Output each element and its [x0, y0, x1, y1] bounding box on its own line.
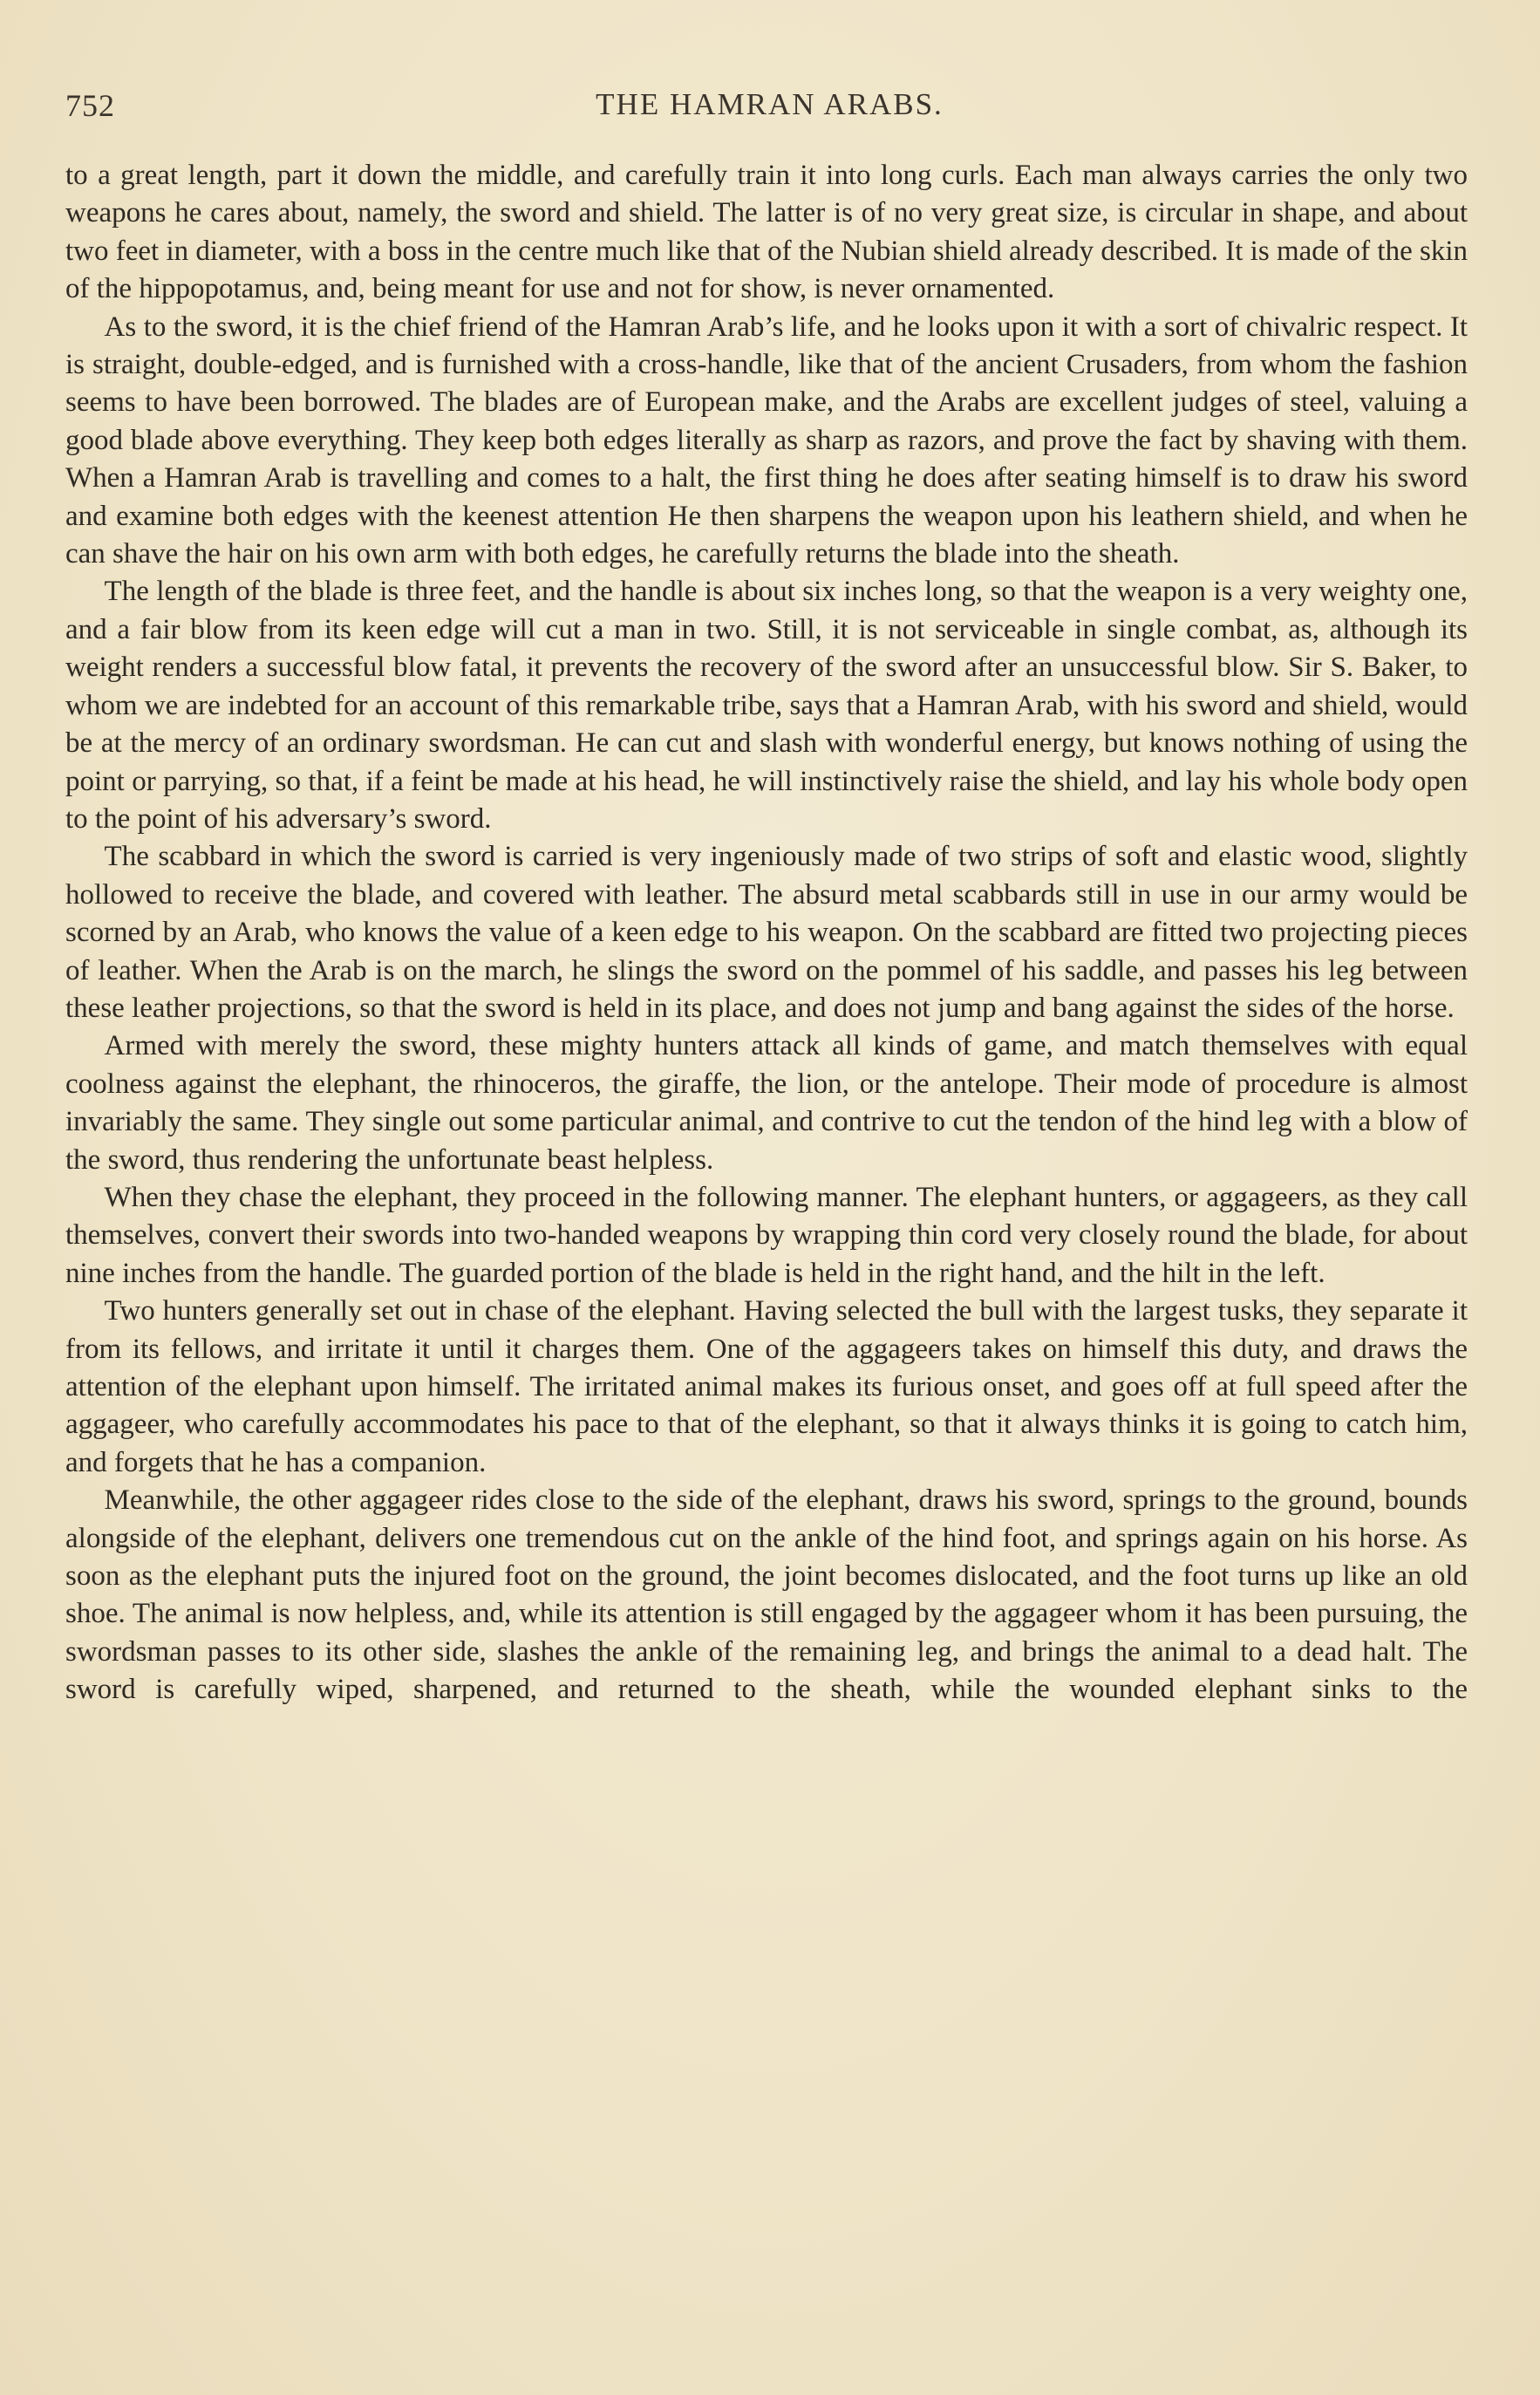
paragraph: to a great length, part it down the middle, and carefully train it into long curls. Each man always carries the only two weapons he cares about, namely, the sword and shield. The latter is of no very great size, is circular in shape, and about two feet in diameter, with a boss in the centre much like that of the Nubian shield already described. It is made of the skin of the hippopotamus, and, being meant for use and not for show, is never ornamented. — [65, 160, 1468, 305]
page-number: 752 — [65, 88, 115, 123]
running-head: THE HAMRAN ARABS. — [596, 87, 944, 121]
paragraph: When they chase the elephant, they proceed in the following manner. The elephant hunters, or aggageers, as they call themselves, convert their swords into two-handed weapons by wrapping thin cord very closely round the blade, for about nine inches from the handle. The guarded portion of the blade is held in the right hand, and the hilt in the left. — [65, 1181, 1468, 1289]
paragraph: Two hunters generally set out in chase of the elephant. Having selected the bull with the largest tusks, they separate it from its fellows, and irritate it until it charges them. One of the aggageers takes on himself this duty, and draws the attention of the elephant upon himself. The irritated animal makes its furious onset, and goes off at full speed after the aggageer, who carefully accommodates his pace to that of the elephant, so that it always thinks it is going to catch him, and forgets that he has a companion. — [65, 1295, 1468, 1478]
body-text — [65, 157, 1468, 1709]
page-header — [65, 87, 1474, 133]
paragraph: Armed with merely the sword, these mighty hunters attack all kinds of game, and match themselves with equal coolness against the elephant, the rhinoceros, the giraffe, the lion, or the antelope. Their mode of procedure is almost invariably the same. They single out some particular animal, and contrive to cut the tendon of the hind leg with a blow of the sword, thus rendering the unfortunate beast helpless. — [65, 1030, 1468, 1176]
paragraph: Meanwhile, the other aggageer rides close to the side of the elephant, draws his sword, springs to the ground, bounds alongside of the elephant, delivers one tremendous cut on the ankle of the hind foot, and springs again on his horse. As soon as the elephant puts the injured foot on the ground, the joint becomes dislocated, and the foot turns up like an old shoe. The animal is now helpless, and, while its attention is still engaged by the aggageer whom it has been pursuing, the swordsman passes to its other side, slashes the ankle of the remaining leg, and brings the animal to a dead halt. The sword is carefully wiped, sharpened, and returned to the sheath, while the wounded elephant sinks to the — [65, 1484, 1468, 1706]
paragraph: As to the sword, it is the chief friend of the Hamran Arab’s life, and he looks upon it with a sort of chivalric respect. It is straight, double-edged, and is furnished with a cross-handle, like that of the ancient Crusaders, from whom the fashion seems to have been borrowed. The blades are of European make, and the Arabs are excellent judges of steel, valuing a good blade above everything. They keep both edges literally as sharp as razors, and prove the fact by shaving with them. When a Hamran Arab is travelling and comes to a halt, the first thing he does after seating himself is to draw his sword and examine both edges with the keenest attention He then sharpens the weapon upon his leathern shield, and when he can shave the hair on his own arm with both edges, he carefully returns the blade into the sheath. — [65, 310, 1468, 570]
paragraph: The scabbard in which the sword is carried is very ingeniously made of two strips of soft and elastic wood, slightly hollowed to receive the blade, and covered with leather. The absurd metal scabbards still in use in our army would be scorned by an Arab, who knows the value of a keen edge to his weapon. On the scabbard are fitted two projecting pieces of leather. When the Arab is on the march, he slings the sword on the pommel of his saddle, and passes his leg between these leather projections, so that the sword is held in its place, and does not jump and bang against the sides of the horse. — [65, 841, 1468, 1024]
paragraph: The length of the blade is three feet, and the handle is about six inches long, so that the weapon is a very weighty one, and a fair blow from its keen edge will cut a man in two. Still, it is not serviceable in single combat, as, although its weight renders a successful blow fatal, it prevents the recovery of the sword after an unsuccessful blow. Sir S. Baker, to whom we are indebted for an account of this remarkable tribe, says that a Hamran Arab, with his sword and shield, would be at the mercy of an ordinary swordsman. He can cut and slash with wonderful energy, but knows nothing of using the point or parrying, so that, if a feint be made at his head, he will instinctively raise the shield, and lay his whole body open to the point of his adversary’s sword. — [65, 576, 1468, 835]
